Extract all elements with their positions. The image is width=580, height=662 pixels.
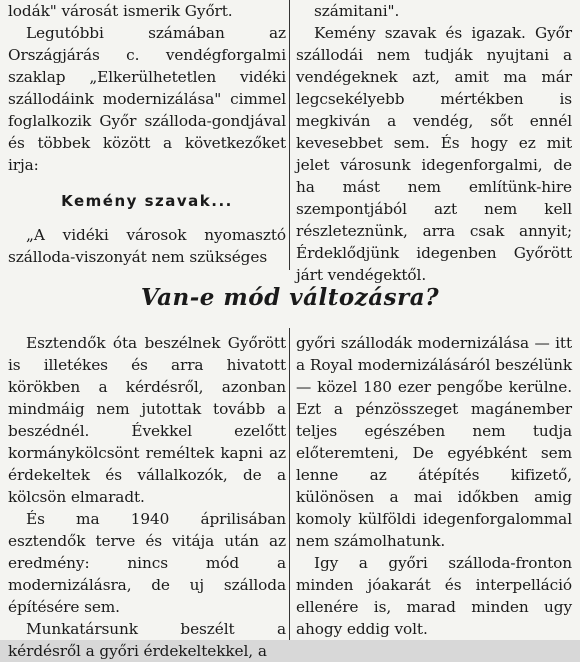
article1-left-para-1: Legutóbbi számában az Országjárás c. vendégforgalmi szaklap „Elkerülhetetlen vidéki szállodáink modernizálása" cimmel foglalkozik Győr szálloda-gondjával és többek között a következőket irja: (8, 24, 286, 174)
article1-left-column (8, 0, 286, 268)
article1-right-column (296, 0, 572, 286)
article1-right-para-0: számitani". (314, 2, 400, 20)
article2-right-para-1: győri szállodák modernizálása — itt a Royal modernizálásáról beszélünk — közel 180 ezer pengőbe kerülne. Ezt a pénzösszeget magánember teljes egészében nem tudja előteremteni, De egyébként sem lenne az átépítés kifizető, különösen a mai időkben amig komoly külföldi idegenforgalommal nem számolhatunk. (296, 334, 572, 550)
article2-left-para-1: Esztendők óta beszélnek Győrött is illetékes és arra hivatott körökben a kérdésről, azonban mindmáig nem jutottak tovább a beszédnél. Évekkel ezelőtt kormánykölcsönt reméltek kapni az érdekeltek és vállalkozók, de a kölcsön elmaradt. (8, 334, 286, 506)
article1-left-para-2: „A vidéki városok nyomasztó szálloda-viszonyát nem szükséges (8, 226, 286, 266)
column-divider-bottom (289, 328, 290, 640)
article1-subheading: Kemény szavak... (61, 192, 233, 210)
article2-right-para-2: Igy a győri szálloda-fronton minden jóakarát és interpelláció ellenére is, marad minden ugy ahogy eddig volt. (296, 554, 572, 638)
article2-right-column (296, 332, 572, 640)
article2-left-column (8, 332, 286, 662)
article1-left-para-0: lodák" városát ismerik Győrt. (8, 2, 233, 20)
article2-left-para-3: Munkatársunk beszélt a kérdésről a győri érdekeltekkel, a (8, 620, 286, 660)
column-divider-top (289, 0, 290, 270)
article2-headline: Van-e mód változásra? (140, 284, 440, 311)
article2-left-para-2: És ma 1940 áprilisában esztendők terve és vitája után az eredmény: nincs mód a modernizálásra, de uj szálloda építésére sem. (8, 510, 286, 616)
article1-right-para-1: Kemény szavak és igazak. Győr szállodái nem tudják nyujtani a vendégeknek azt, amit ma már legcsekélyebb mértékben is megkiván a vendég, sőt ennél kevesebbet sem. És hogy ez mit jelet városunk idegenforgalmi, de ha mást nem említünk-hire szempontjából azt nem kell részleteznünk, arra csak annyit; Érdeklődjünk idegenben Győrött járt vendégektől. (296, 24, 572, 284)
